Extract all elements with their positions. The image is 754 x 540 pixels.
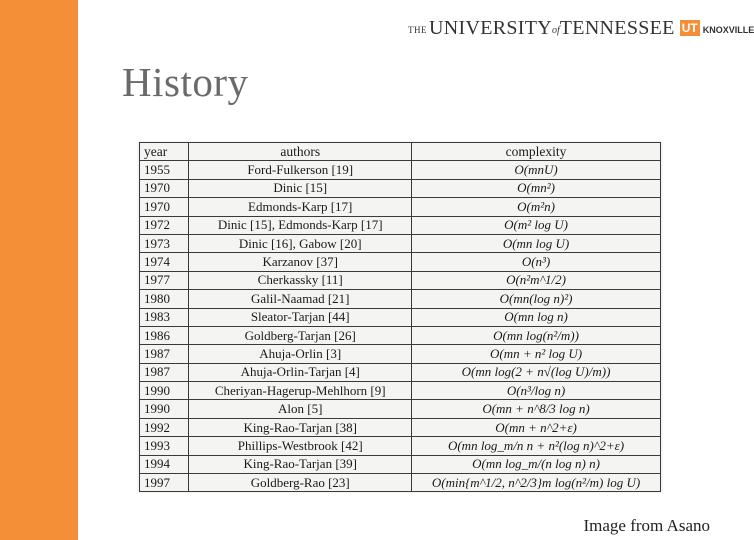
table-row (140, 345, 661, 363)
cell-authors: Cheriyan-Hagerup-Mehlhorn [9] (189, 382, 412, 400)
table-row (140, 198, 661, 216)
cell-complexity: O(n³/log n) (412, 382, 661, 400)
table-row (140, 326, 661, 344)
cell-authors: Goldberg-Tarjan [26] (189, 326, 412, 344)
table-row (140, 474, 661, 492)
history-table (139, 142, 661, 492)
cell-year: 1974 (140, 253, 189, 271)
cell-year: 1994 (140, 455, 189, 473)
cell-authors: Alon [5] (189, 400, 412, 418)
cell-year: 1992 (140, 418, 189, 436)
cell-year: 1973 (140, 234, 189, 252)
cell-authors: Dinic [15] (189, 179, 412, 197)
cell-complexity: O(mn log_m/n n + n²(log n)^2+ε) (412, 437, 661, 455)
university-logo (408, 12, 754, 38)
cell-complexity: O(mn log n) (412, 308, 661, 326)
image-credit: Image from Asano (583, 516, 710, 535)
cell-year: 1980 (140, 290, 189, 308)
table-row (140, 290, 661, 308)
history-table-body (140, 161, 661, 492)
table-row (140, 253, 661, 271)
cell-complexity: O(mn log U) (412, 234, 661, 252)
ut-mark-icon: UT (681, 21, 698, 35)
cell-complexity: O(mn(log n)²) (412, 290, 661, 308)
cell-complexity: O(m² log U) (412, 216, 661, 234)
cell-year: 1997 (140, 474, 189, 492)
cell-authors: Goldberg-Rao [23] (189, 474, 412, 492)
table-row (140, 400, 661, 418)
cell-year: 1977 (140, 271, 189, 289)
cell-complexity: O(mn + n^2+ε) (412, 418, 661, 436)
cell-complexity: O(mn log(2 + n√(log U)/m)) (412, 363, 661, 381)
logo-of: of (552, 25, 560, 36)
logo-the: THE (408, 25, 427, 35)
cell-complexity: O(mn log(n²/m)) (412, 326, 661, 344)
cell-authors: Ford-Fulkerson [19] (189, 161, 412, 179)
table-row (140, 216, 661, 234)
cell-year: 1993 (140, 437, 189, 455)
cell-authors: Phillips-Westbrook [42] (189, 437, 412, 455)
cell-year: 1970 (140, 179, 189, 197)
cell-authors: Sleator-Tarjan [44] (189, 308, 412, 326)
table-header-row (140, 143, 661, 161)
cell-complexity: O(mn log_m/(n log n) n) (412, 455, 661, 473)
table-row (140, 308, 661, 326)
cell-complexity: O(n²m^1/2) (412, 271, 661, 289)
cell-year: 1987 (140, 345, 189, 363)
cell-authors: Ahuja-Orlin [3] (189, 345, 412, 363)
table-row (140, 363, 661, 381)
logo-tennessee: TENNESSEE (559, 17, 675, 39)
cell-year: 1990 (140, 382, 189, 400)
cell-year: 1986 (140, 326, 189, 344)
cell-authors: Dinic [16], Gabow [20] (189, 234, 412, 252)
cell-year: 1970 (140, 198, 189, 216)
table-row (140, 418, 661, 436)
cell-year: 1990 (140, 400, 189, 418)
header-authors: authors (189, 143, 412, 161)
table-row (140, 179, 661, 197)
cell-complexity: O(n³) (412, 253, 661, 271)
cell-year: 1983 (140, 308, 189, 326)
slide-title: History (122, 59, 249, 105)
table-row (140, 437, 661, 455)
cell-year: 1955 (140, 161, 189, 179)
table-row (140, 161, 661, 179)
header-complexity: complexity (412, 143, 661, 161)
cell-complexity: O(m²n) (412, 198, 661, 216)
table-row (140, 271, 661, 289)
cell-authors: King-Rao-Tarjan [39] (189, 455, 412, 473)
cell-complexity: O(mn + n^8/3 log n) (412, 400, 661, 418)
cell-complexity: O(min{m^1/2, n^2/3}m log(n²/m) log U) (412, 474, 661, 492)
cell-authors: Cherkassky [11] (189, 271, 412, 289)
cell-complexity: O(mn²) (412, 179, 661, 197)
table-row (140, 455, 661, 473)
cell-authors: Karzanov [37] (189, 253, 412, 271)
history-table-image (137, 141, 663, 493)
logo-university: UNIVERSITY (429, 17, 552, 39)
header-year: year (140, 143, 189, 161)
cell-year: 1987 (140, 363, 189, 381)
cell-authors: Galil-Naamad [21] (189, 290, 412, 308)
cell-authors: Edmonds-Karp [17] (189, 198, 412, 216)
table-row (140, 382, 661, 400)
table-row (140, 234, 661, 252)
cell-authors: King-Rao-Tarjan [38] (189, 418, 412, 436)
cell-complexity: O(mn + n² log U) (412, 345, 661, 363)
side-accent-bar (0, 0, 78, 540)
cell-authors: Ahuja-Orlin-Tarjan [4] (189, 363, 412, 381)
cell-complexity: O(mnU) (412, 161, 661, 179)
cell-authors: Dinic [15], Edmonds-Karp [17] (189, 216, 412, 234)
logo-knoxville: KNOXVILLE (702, 25, 754, 35)
cell-year: 1972 (140, 216, 189, 234)
